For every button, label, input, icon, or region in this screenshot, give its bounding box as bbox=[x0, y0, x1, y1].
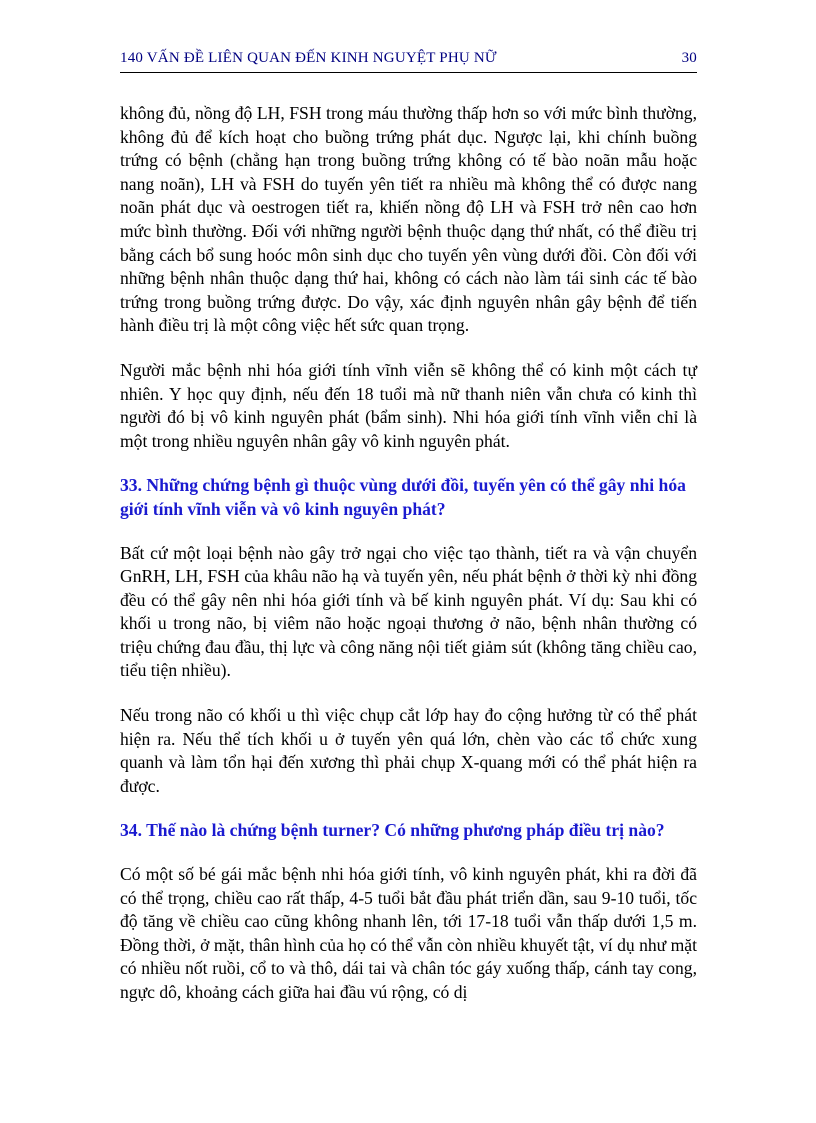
paragraph-brain-tumor-imaging: Nếu trong não có khối u thì việc chụp cắt lớp hay đo cộng hưởng từ có thể phát hiện ra. Nếu thể tích khối u ở tuyến yên quá lớn, chèn vào các tổ chức xung quanh và làm tổn hại đến xương thì phải chụp X-quang mới có thể phát hiện ra được. bbox=[120, 705, 697, 796]
page-body bbox=[120, 102, 697, 1026]
paragraph-hormone-levels: không đủ, nồng độ LH, FSH trong máu thường thấp hơn so với mức bình thường, không đủ để kích hoạt cho buồng trứng phát dục. Ngược lại, khi chính buồng trứng có bệnh (chẳng hạn trong buồng trứng không có tế bào noãn mẫu hoặc nang noãn), LH và FSH do tuyến yên tiết ra nhiều mà không thể có được nang noãn phát dục và oestrogen tiết ra, khiến nồng độ LH và FSH trở nên cao hơn mức bình thường. Đối với những người bệnh thuộc dạng thứ nhất, có thể điều trị bằng cách bổ sung hoóc môn sinh dục cho tuyến yên vùng dưới đồi. Còn đối với những bệnh nhân thuộc dạng thứ hai, không có cách nào làm tái sinh các tế bào trứng trong buồng trứng được. Do vậy, xác định nguyên nhân gây bệnh để tiến hành điều trị là một công việc hết sức quan trọng. bbox=[120, 103, 697, 336]
paragraph-permanent-infantilism: Người mắc bệnh nhi hóa giới tính vĩnh viễn sẽ không thể có kinh một cách tự nhiên. Y học quy định, nếu đến 18 tuổi mà nữ thanh niên vẫn chưa có kinh thì người đó bị vô kinh nguyên phát (bẩm sinh). Nhi hóa giới tính vĩnh viễn chỉ là một trong nhiều nguyên nhân gây vô kinh nguyên phát. bbox=[120, 359, 697, 451]
section-heading-34: 34. Thế nào là chứng bệnh turner? Có những phương pháp điều trị nào? bbox=[120, 820, 665, 841]
section-heading-33: 33. Những chứng bệnh gì thuộc vùng dưới đồi, tuyến yên có thể gây nhi hóa giới tính vĩnh viễn và vô kinh nguyên phát? bbox=[120, 475, 686, 519]
page-number: 30 bbox=[681, 50, 697, 66]
book-title: 140 VẤN ĐỀ LIÊN QUAN ĐẾN KINH NGUYỆT PHỤ NỮ bbox=[120, 50, 497, 66]
paragraph-hypothalamic-diseases: Bất cứ một loại bệnh nào gây trở ngại cho việc tạo thành, tiết ra và vận chuyển GnRH, LH, FSH của khâu não hạ và tuyến yên, nếu phát bệnh ở thời kỳ nhi đồng đều có thể gây nên nhi hóa giới tính và bế kinh nguyên phát. Ví dụ: Sau khi có khối u trong não, bị viêm não hoặc ngoại thương ở não, bệnh nhân thường có triệu chứng đau đầu, thị lực và công năng nội tiết giảm sút (không tăng chiều cao, tiểu tiện nhiều). bbox=[120, 542, 697, 681]
paragraph-turner-syndrome: Có một số bé gái mắc bệnh nhi hóa giới tính, vô kinh nguyên phát, khi ra đời đã có thể trọng, chiều cao rất thấp, 4-5 tuổi bắt đầu phát triển dần, sau 9-10 tuổi, tốc độ tăng về chiều cao cũng không nhanh lên, tới 17-18 tuổi vẫn thấp dưới 1,5 m. Đồng thời, ở mặt, thân hình của họ có thể vẫn còn nhiều khuyết tật, ví dụ như mặt có nhiều nốt ruồi, cổ to và thô, dái tai và chân tóc gáy xuống thấp, cánh tay cong, ngực dô, khoảng cách giữa hai đầu vú rộng, có dị bbox=[120, 864, 697, 1002]
page-header bbox=[120, 50, 697, 73]
